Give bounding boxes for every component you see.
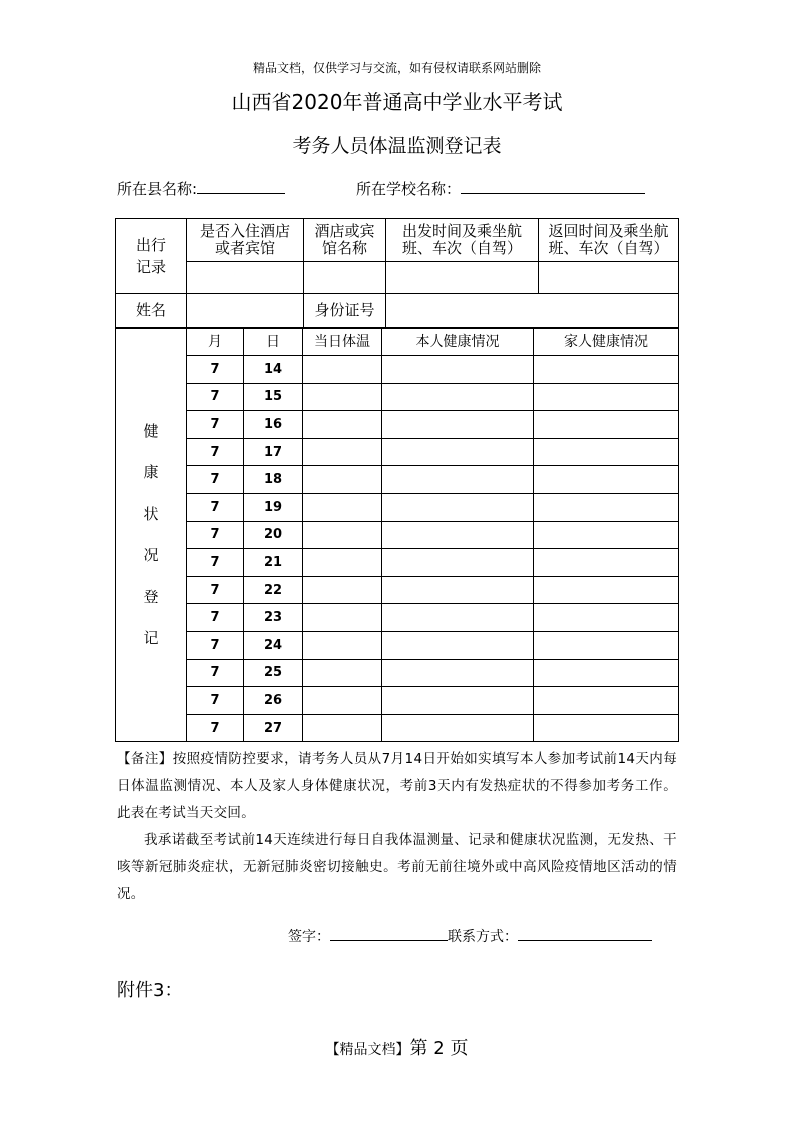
contact-blank[interactable]: [518, 926, 652, 941]
self-health-cell[interactable]: [382, 604, 534, 632]
family-health-cell[interactable]: [534, 687, 679, 715]
month-cell: 7: [187, 356, 244, 384]
day-cell: 16: [244, 411, 303, 439]
signature-label: 签字：: [288, 929, 330, 945]
temperature-cell[interactable]: [303, 549, 382, 577]
side-label-char: 况: [143, 546, 159, 565]
month-cell: 7: [187, 549, 244, 577]
attachment-label: 附件3：: [117, 980, 183, 1001]
school-label: 所在学校名称：: [356, 180, 462, 198]
county-blank[interactable]: [197, 179, 285, 194]
side-label-char: 状: [143, 504, 159, 523]
pledge-text: 我承诺截至考试前14天连续进行每日自我体温测量、记录和健康状况监测，无发热、干咳等新冠肺炎症状，无新冠肺炎密切接触史。考前无前往境外或中高风险疫情地区活动的情况。: [117, 832, 677, 902]
family-health-cell[interactable]: [534, 714, 679, 742]
table-row: [116, 521, 679, 549]
header-self-health: 本人健康情况: [382, 329, 534, 356]
family-health-cell[interactable]: [534, 521, 679, 549]
day-cell: 20: [244, 521, 303, 549]
temperature-cell[interactable]: [303, 687, 382, 715]
signature-blank[interactable]: [330, 926, 448, 941]
id-number-label: 身份证号: [304, 294, 386, 328]
self-health-cell[interactable]: [382, 438, 534, 466]
family-health-cell[interactable]: [534, 576, 679, 604]
contact-label: 联系方式：: [448, 929, 518, 945]
signature-line: [288, 926, 652, 946]
family-health-cell[interactable]: [534, 438, 679, 466]
temperature-cell[interactable]: [303, 493, 382, 521]
table-row: [116, 604, 679, 632]
health-log-table: [115, 328, 679, 742]
family-health-cell[interactable]: [534, 604, 679, 632]
document-title: 山西省2020年普通高中学业水平考试: [231, 90, 563, 114]
travel-record-table: [115, 218, 679, 328]
family-health-cell[interactable]: [534, 411, 679, 439]
hotel-stay-cell[interactable]: [187, 262, 304, 294]
month-cell: 7: [187, 438, 244, 466]
self-health-cell[interactable]: [382, 687, 534, 715]
temperature-cell[interactable]: [303, 631, 382, 659]
school-field: [356, 178, 645, 199]
county-field: [117, 178, 285, 199]
header-family-health: 家人健康情况: [534, 329, 679, 356]
temperature-cell[interactable]: [303, 466, 382, 494]
self-health-cell[interactable]: [382, 714, 534, 742]
month-cell: 7: [187, 714, 244, 742]
self-health-cell[interactable]: [382, 631, 534, 659]
table-row: [116, 659, 679, 687]
day-cell: 22: [244, 576, 303, 604]
return-cell[interactable]: [539, 262, 679, 294]
id-number-cell[interactable]: [386, 294, 679, 328]
family-health-cell[interactable]: [534, 466, 679, 494]
temperature-cell[interactable]: [303, 659, 382, 687]
month-cell: 7: [187, 466, 244, 494]
side-label-char: 健: [143, 421, 159, 440]
day-cell: 21: [244, 549, 303, 577]
month-cell: 7: [187, 383, 244, 411]
month-cell: 7: [187, 604, 244, 632]
temperature-cell[interactable]: [303, 604, 382, 632]
table-row: [116, 714, 679, 742]
month-cell: 7: [187, 687, 244, 715]
month-cell: 7: [187, 521, 244, 549]
header-departure: 出发时间及乘坐航班、车次（自驾）: [386, 219, 539, 262]
school-blank[interactable]: [461, 179, 645, 194]
health-log-side-label: [116, 329, 187, 742]
name-cell[interactable]: [187, 294, 304, 328]
temperature-cell[interactable]: [303, 383, 382, 411]
family-health-cell[interactable]: [534, 383, 679, 411]
self-health-cell[interactable]: [382, 493, 534, 521]
table-row: [116, 576, 679, 604]
table-row: [116, 549, 679, 577]
hotel-name-cell[interactable]: [304, 262, 386, 294]
day-cell: 15: [244, 383, 303, 411]
temperature-cell[interactable]: [303, 411, 382, 439]
family-health-cell[interactable]: [534, 549, 679, 577]
temperature-cell[interactable]: [303, 521, 382, 549]
self-health-cell[interactable]: [382, 659, 534, 687]
month-cell: 7: [187, 411, 244, 439]
self-health-cell[interactable]: [382, 466, 534, 494]
watermark-text: 精品文档，仅供学习与交流，如有侵权请联系网站删除: [252, 61, 541, 75]
day-cell: 18: [244, 466, 303, 494]
header-month: 月: [187, 329, 244, 356]
day-cell: 19: [244, 493, 303, 521]
table-row: [116, 493, 679, 521]
remarks-section: [117, 746, 677, 908]
departure-cell[interactable]: [386, 262, 539, 294]
month-cell: 7: [187, 493, 244, 521]
day-cell: 14: [244, 356, 303, 384]
table-row: [116, 631, 679, 659]
header-hotel-stay: 是否入住酒店或者宾馆: [187, 219, 304, 262]
self-health-cell[interactable]: [382, 549, 534, 577]
side-label-char: 登: [143, 587, 159, 606]
temperature-cell[interactable]: [303, 576, 382, 604]
month-cell: 7: [187, 576, 244, 604]
county-label: 所在县名称:: [117, 180, 198, 198]
temperature-cell[interactable]: [303, 714, 382, 742]
family-health-cell[interactable]: [534, 493, 679, 521]
page-footer: [0, 1034, 794, 1060]
self-health-cell[interactable]: [382, 521, 534, 549]
header-temperature: 当日体温: [303, 329, 382, 356]
table-row: [116, 383, 679, 411]
table-row: [116, 466, 679, 494]
remark-note: 【备注】按照疫情防控要求，请考务人员从7月14日开始如实填写本人参加考试前14天内每日体温监测情况、本人及家人身体健康状况，考前3天内有发热症状的不得参加考务工作。此表在考试当天交回。: [117, 751, 677, 821]
self-health-cell[interactable]: [382, 383, 534, 411]
temperature-cell[interactable]: [303, 438, 382, 466]
self-health-cell[interactable]: [382, 411, 534, 439]
side-label-char: 记: [143, 629, 159, 648]
day-cell: 26: [244, 687, 303, 715]
side-label-char: 康: [143, 463, 159, 482]
month-cell: 7: [187, 659, 244, 687]
temperature-cell[interactable]: [303, 356, 382, 384]
header-return: 返回时间及乘坐航班、车次（自驾）: [539, 219, 679, 262]
page-number: 第 2 页: [409, 1038, 469, 1059]
travel-record-label: 出行记录: [116, 219, 187, 294]
table-row: [116, 411, 679, 439]
header-hotel-name: 酒店或宾馆名称: [304, 219, 386, 262]
table-row: [116, 687, 679, 715]
family-health-cell[interactable]: [534, 659, 679, 687]
day-cell: 17: [244, 438, 303, 466]
day-cell: 25: [244, 659, 303, 687]
self-health-cell[interactable]: [382, 356, 534, 384]
self-health-cell[interactable]: [382, 576, 534, 604]
name-label: 姓名: [116, 294, 187, 328]
month-cell: 7: [187, 631, 244, 659]
day-cell: 23: [244, 604, 303, 632]
table-row: [116, 356, 679, 384]
family-health-cell[interactable]: [534, 631, 679, 659]
header-day: 日: [244, 329, 303, 356]
day-cell: 27: [244, 714, 303, 742]
document-subtitle: 考务人员体温监测登记表: [292, 135, 502, 157]
family-health-cell[interactable]: [534, 356, 679, 384]
day-cell: 24: [244, 631, 303, 659]
footer-prefix: 【精品文档】: [325, 1042, 410, 1058]
table-row: [116, 438, 679, 466]
